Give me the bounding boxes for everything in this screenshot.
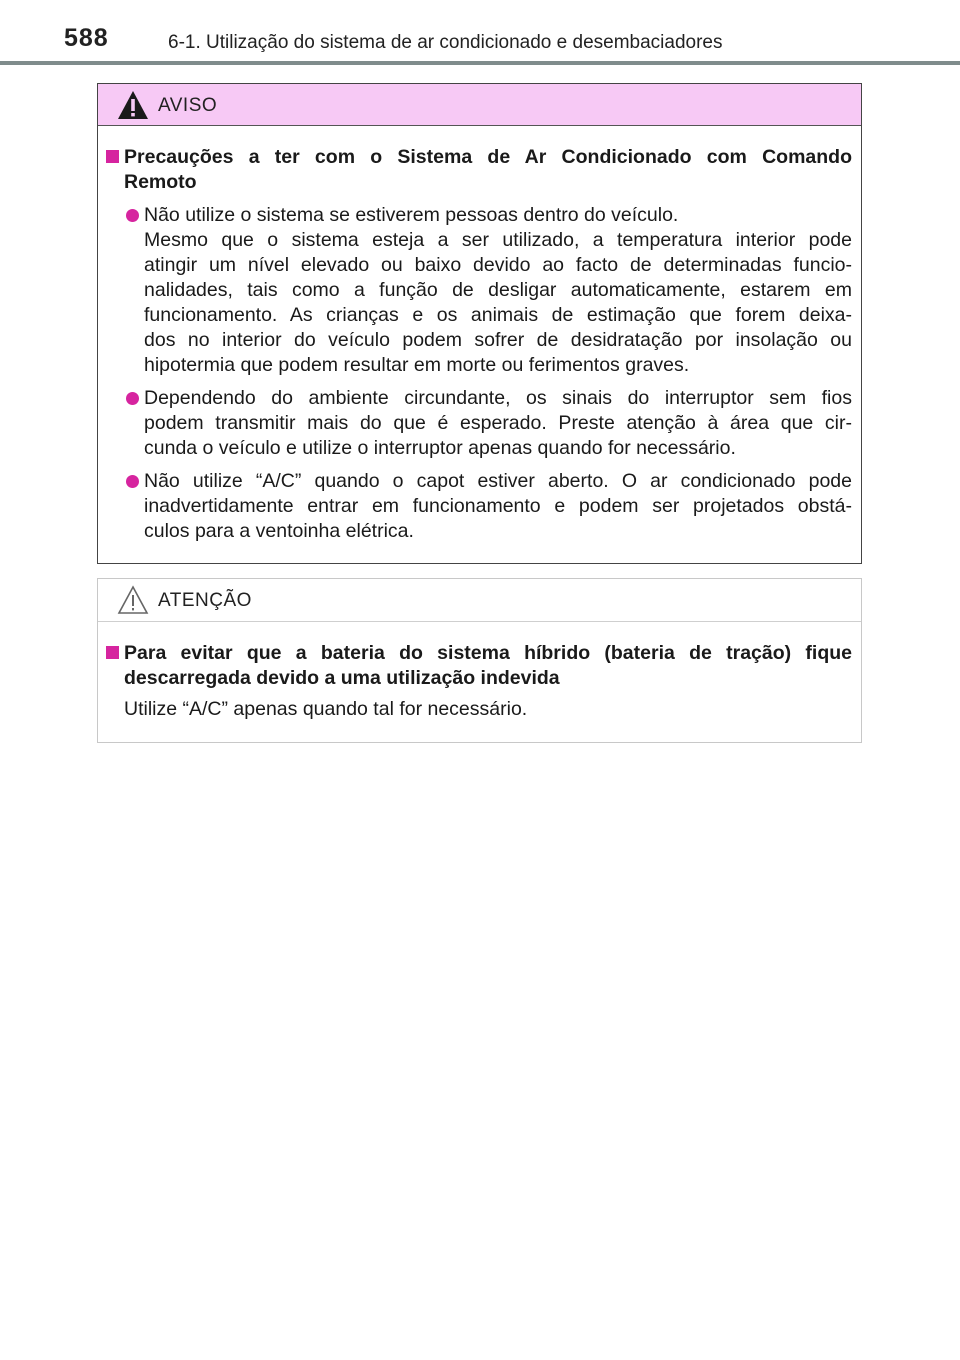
caution-topic <box>106 641 852 691</box>
item-line: dos no interior do veículo podem sofrer de desidratação por insolação ou <box>144 329 852 351</box>
caution-text: Utilize “A/C” apenas quando tal for necessário. <box>124 698 528 720</box>
item-line: Não utilize o sistema se estiverem pessoas dentro do veículo. <box>144 204 679 226</box>
item-line: podem transmitir mais do que é esperado. Preste atenção à área que cir- <box>144 412 852 434</box>
list-item <box>106 469 852 544</box>
list-item <box>106 386 852 461</box>
item-line: culos para a ventoinha elétrica. <box>144 520 414 542</box>
item-line: hipotermia que podem resultar em morte ou ferimentos graves. <box>144 354 690 376</box>
warning-content <box>98 145 861 544</box>
page-number: 588 <box>64 24 109 52</box>
topic-line: Precauções a ter com o Sistema de Ar Condicionado com Comando <box>124 146 852 168</box>
list-item <box>106 203 852 378</box>
header-rule <box>0 61 960 65</box>
section-title: 6-1. Utilização do sistema de ar condicionado e desembaciadores <box>168 32 723 53</box>
warning-label: AVISO <box>158 95 218 116</box>
item-line: Não utilize “A/C” quando o capot estiver aberto. O ar condicionado pode <box>144 470 852 492</box>
page-header <box>0 0 960 66</box>
warning-header <box>98 84 861 126</box>
topic-line: Para evitar que a bateria do sistema híbrido (bateria de tração) fique <box>124 642 852 664</box>
item-line: cunda o veículo e utilize o interruptor apenas quando for necessário. <box>144 437 736 459</box>
topic-line: descarregada devido a uma utilização indevida <box>124 667 560 689</box>
square-bullet-icon <box>106 646 119 659</box>
caution-content <box>98 641 861 722</box>
circle-bullet-icon <box>126 209 139 222</box>
caution-box <box>97 578 862 743</box>
item-line: funcionamento. As crianças e os animais de estimação que forem deixa- <box>144 304 852 326</box>
warning-topic <box>106 145 852 195</box>
caution-label: ATENÇÃO <box>158 590 252 611</box>
topic-line: Remoto <box>124 171 197 193</box>
square-bullet-icon <box>106 150 119 163</box>
item-line: Dependendo do ambiente circundante, os sinais do interruptor sem fios <box>144 387 852 409</box>
caution-header <box>98 579 861 622</box>
item-line: nalidades, tais como a função de desligar automaticamente, estarem em <box>144 279 852 301</box>
item-line: inadvertidamente entrar em funcionamento e podem ser projetados obstá- <box>144 495 852 517</box>
warning-box <box>97 83 862 564</box>
item-line: Mesmo que o sistema esteja a ser utilizado, a temperatura interior pode <box>144 229 852 251</box>
circle-bullet-icon <box>126 392 139 405</box>
warning-triangle-outline-icon <box>116 584 150 616</box>
circle-bullet-icon <box>126 475 139 488</box>
warning-triangle-filled-icon <box>116 89 150 121</box>
item-line: atingir um nível elevado ou baixo devido ao facto de determinadas funcio- <box>144 254 852 276</box>
